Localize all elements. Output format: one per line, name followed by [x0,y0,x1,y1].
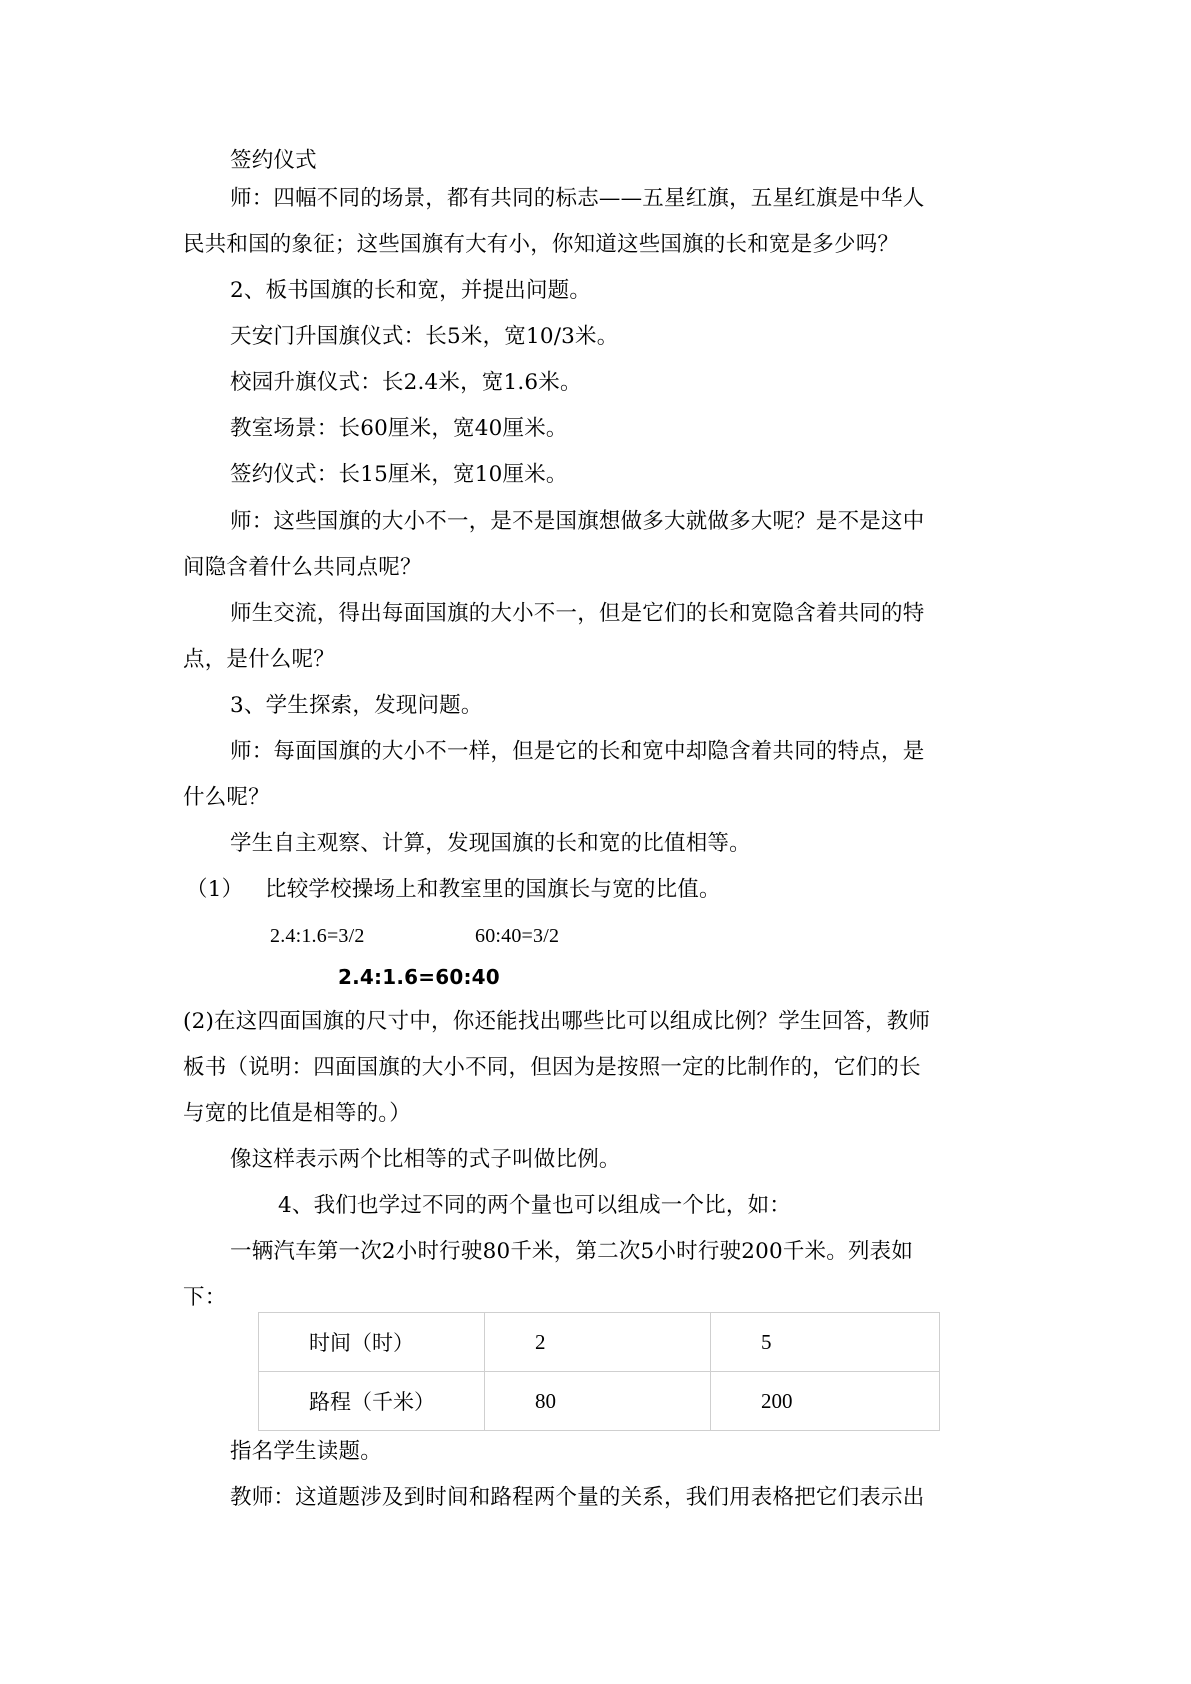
paragraph-discussion-1: 师生交流，得出每面国旗的大小不一，但是它们的长和宽隐含着共同的特 [230,601,925,626]
paragraph-teacher-table: 教师：这道题涉及到时间和路程两个量的关系，我们用表格把它们表示出 [230,1485,925,1510]
paragraph-find-ratios-1: (2)在这四面国旗的尺寸中，你还能找出哪些比可以组成比例？学生回答，教师 [183,1009,931,1034]
table-cell-distance-second: 200 [711,1372,940,1431]
paragraph-car-problem-1: 一辆汽车第一次2小时行驶80千米，第二次5小时行驶200千米。列表如 [230,1239,914,1264]
paragraph-student-observe: 学生自主观察、计算，发现国旗的长和宽的比值相等。 [230,831,751,856]
paragraph-teacher-question-1: 师：这些国旗的大小不一，是不是国旗想做多大就做多大呢？是不是这中 [230,509,925,534]
table-row [259,1372,940,1431]
table-cell-time-second: 5 [711,1313,940,1372]
paragraph-teacher-flag-intro-1: 师：四幅不同的场景，都有共同的标志——五星红旗，五星红旗是中华人 [230,186,925,211]
paragraph-teacher-flag-intro-2: 民共和国的象征；这些国旗有大有小，你知道这些国旗的长和宽是多少吗？ [183,232,900,257]
paragraph-tiananmen-flag: 天安门升国旗仪式：长5米，宽10/3米。 [230,324,619,349]
table-cell-distance-first: 80 [485,1372,711,1431]
ratio-equation-2: 60:40=3/2 [475,925,560,947]
table-cell-time-first: 2 [485,1313,711,1372]
paragraph-step-2: 2、板书国旗的长和宽，并提出问题。 [230,278,592,303]
paragraph-signing-ceremony: 签约仪式 [230,148,317,173]
paragraph-campus-flag: 校园升旗仪式：长2.4米，宽1.6米。 [230,370,582,395]
paragraph-find-ratios-2: 板书（说明：四面国旗的大小不同，但因为是按照一定的比制作的，它们的长 [183,1055,921,1080]
paragraph-discussion-2: 点，是什么呢？ [183,647,335,672]
paragraph-classroom-flag: 教室场景：长60厘米，宽40厘米。 [230,416,568,441]
paragraph-proportion-definition: 像这样表示两个比相等的式子叫做比例。 [230,1147,621,1172]
paragraph-signing-flag: 签约仪式：长15厘米，宽10厘米。 [230,462,568,487]
table-cell-distance-label: 路程（千米） [259,1372,485,1431]
table-cell-time-label: 时间（时） [259,1313,485,1372]
paragraph-step-4: 4、我们也学过不同的两个量也可以组成一个比，如： [278,1193,791,1218]
paragraph-find-ratios-3: 与宽的比值是相等的。） [183,1101,411,1126]
table-row [259,1313,940,1372]
proportion-equation: 2.4:1.6=60:40 [338,965,500,989]
paragraph-compare-ratio: 比较学校操场上和教室里的国旗长与宽的比值。 [265,877,721,902]
paragraph-teacher-feature-2: 什么呢？ [183,785,270,810]
paragraph-step-3: 3、学生探索，发现问题。 [230,693,483,718]
list-number-1: （1） [186,877,244,902]
ratio-equation-1: 2.4:1.6=3/2 [270,925,365,947]
paragraph-car-problem-2: 下： [183,1285,227,1310]
paragraph-read-problem: 指名学生读题。 [230,1439,382,1464]
paragraph-teacher-feature-1: 师：每面国旗的大小不一样，但是它的长和宽中却隐含着共同的特点，是 [230,739,925,764]
time-distance-table [258,1312,940,1430]
paragraph-teacher-question-2: 间隐含着什么共同点呢？ [183,555,422,580]
